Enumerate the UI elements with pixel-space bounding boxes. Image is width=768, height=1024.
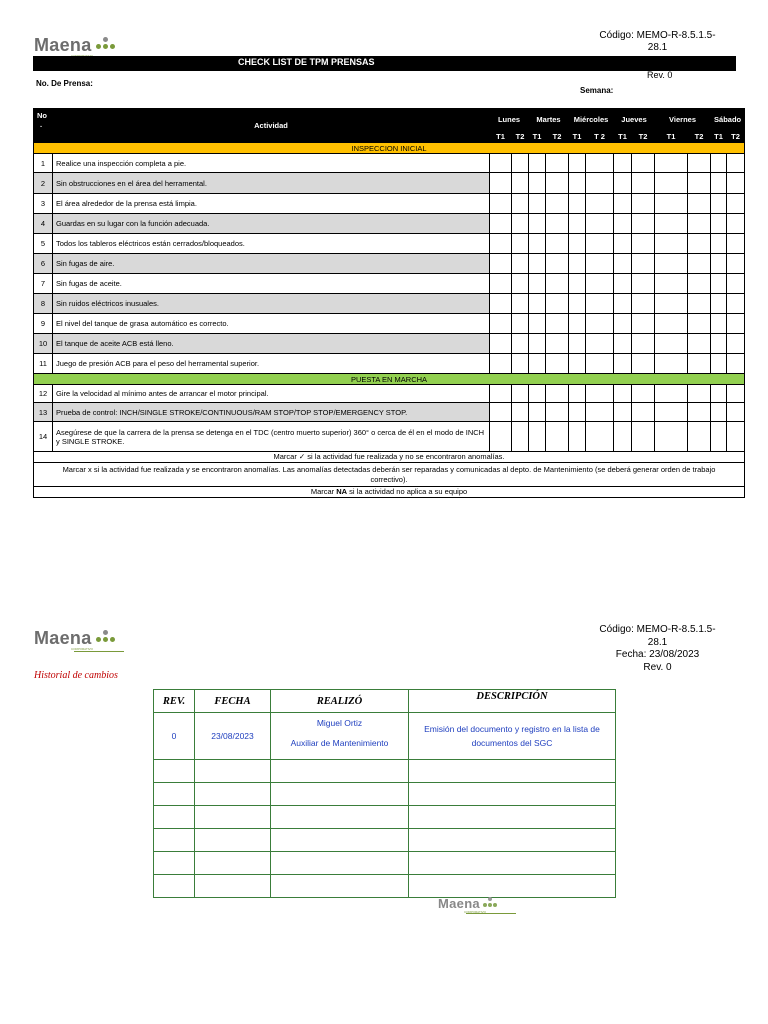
activity-row: [34, 385, 745, 403]
check-cell[interactable]: [655, 314, 688, 334]
check-cell[interactable]: [688, 385, 711, 403]
check-cell[interactable]: [490, 214, 512, 234]
check-cell[interactable]: [655, 254, 688, 274]
check-cell[interactable]: [490, 173, 512, 194]
activity-row: [34, 354, 745, 374]
activity-text: Asegúrese de que la carrera de la prensa se detenga en el TDC (centro muerto superior) 360° o cerca de él en el modo de INCH y SINGLE STROKE.: [53, 422, 490, 452]
check-cell[interactable]: [655, 354, 688, 374]
check-cell[interactable]: [688, 154, 711, 173]
check-cell[interactable]: [490, 385, 512, 403]
check-cell[interactable]: [529, 334, 546, 354]
activity-text: Juego de presión ACB para el peso del herramental superior.: [53, 354, 490, 374]
check-cell[interactable]: [632, 334, 655, 354]
check-cell[interactable]: [586, 254, 614, 274]
check-cell[interactable]: [632, 403, 655, 422]
check-cell[interactable]: [529, 214, 546, 234]
col-actividad-header: Actividad: [53, 109, 490, 143]
check-cell[interactable]: [512, 334, 529, 354]
check-cell[interactable]: [546, 385, 569, 403]
check-cell[interactable]: [569, 234, 586, 254]
check-cell[interactable]: [512, 234, 529, 254]
activity-number: 7: [34, 274, 53, 294]
check-cell[interactable]: [655, 385, 688, 403]
check-cell[interactable]: [586, 154, 614, 173]
revision: Rev. 0: [647, 70, 673, 80]
tpm-checklist-table: [33, 108, 745, 498]
check-cell[interactable]: [688, 403, 711, 422]
maena-logo: [34, 35, 117, 56]
codigo-line2: 28.1: [647, 42, 668, 53]
check-cell[interactable]: [512, 314, 529, 334]
activity-number: 14: [34, 422, 53, 452]
activity-number: 1: [34, 154, 53, 173]
check-cell[interactable]: [727, 194, 745, 214]
shift-header: T2: [546, 130, 569, 143]
activity-number: 4: [34, 214, 53, 234]
check-cell[interactable]: [569, 214, 586, 234]
check-cell[interactable]: [512, 173, 529, 194]
check-cell[interactable]: [727, 422, 745, 452]
check-cell[interactable]: [727, 294, 745, 314]
check-cell[interactable]: [529, 154, 546, 173]
activity-number: 8: [34, 294, 53, 314]
check-cell[interactable]: [529, 354, 546, 374]
check-cell[interactable]: [655, 194, 688, 214]
check-cell[interactable]: [490, 194, 512, 214]
check-cell[interactable]: [632, 354, 655, 374]
check-cell[interactable]: [614, 334, 632, 354]
check-cell[interactable]: [586, 294, 614, 314]
check-cell[interactable]: [529, 274, 546, 294]
check-cell[interactable]: [569, 173, 586, 194]
legend-na: Marcar NA si la actividad no aplica a su equipo: [34, 487, 745, 498]
check-cell[interactable]: [529, 314, 546, 334]
activity-text: Guardas en su lugar con la función adecuada.: [53, 214, 490, 234]
check-cell[interactable]: [655, 173, 688, 194]
check-cell[interactable]: [727, 403, 745, 422]
activity-number: 5: [34, 234, 53, 254]
check-cell[interactable]: [512, 385, 529, 403]
shift-header: T1: [655, 130, 688, 143]
check-cell[interactable]: [490, 294, 512, 314]
hist-header-fecha: FECHA: [195, 690, 271, 713]
check-cell[interactable]: [727, 214, 745, 234]
check-cell[interactable]: [512, 154, 529, 173]
activity-number: 9: [34, 314, 53, 334]
check-cell[interactable]: [711, 274, 727, 294]
check-cell[interactable]: [711, 173, 727, 194]
check-cell[interactable]: [529, 234, 546, 254]
check-cell[interactable]: [529, 385, 546, 403]
check-cell[interactable]: [614, 385, 632, 403]
check-cell[interactable]: [614, 173, 632, 194]
check-cell[interactable]: [490, 354, 512, 374]
check-cell[interactable]: [586, 234, 614, 254]
check-cell[interactable]: [688, 214, 711, 234]
check-cell[interactable]: [655, 334, 688, 354]
section-puesta-en-marcha: PUESTA EN MARCHA: [34, 374, 745, 385]
check-cell[interactable]: [711, 154, 727, 173]
activity-row: [34, 422, 745, 452]
check-cell[interactable]: [711, 234, 727, 254]
check-cell[interactable]: [655, 214, 688, 234]
logo-text: Maena: [34, 35, 92, 55]
check-cell[interactable]: [688, 274, 711, 294]
activity-text: Gire la velocidad al mínimo antes de arrancar el motor principal.: [53, 385, 490, 403]
check-cell[interactable]: [632, 422, 655, 452]
check-cell[interactable]: [711, 385, 727, 403]
check-cell[interactable]: [546, 274, 569, 294]
check-cell[interactable]: [655, 274, 688, 294]
activity-row: [34, 234, 745, 254]
logo-dots-icon: [95, 630, 117, 644]
check-cell[interactable]: [688, 334, 711, 354]
check-cell[interactable]: [546, 214, 569, 234]
check-cell[interactable]: [586, 173, 614, 194]
check-cell[interactable]: [632, 154, 655, 173]
hist-header-realizo: REALIZÓ: [271, 690, 409, 713]
check-cell[interactable]: [490, 234, 512, 254]
logo-text: Maena: [438, 896, 480, 911]
check-cell[interactable]: [546, 422, 569, 452]
check-cell[interactable]: [512, 422, 529, 452]
check-cell[interactable]: [727, 254, 745, 274]
activity-text: El área alrededor de la prensa está limpia.: [53, 194, 490, 214]
check-cell[interactable]: [688, 254, 711, 274]
check-cell[interactable]: [569, 294, 586, 314]
check-cell[interactable]: [490, 274, 512, 294]
check-cell[interactable]: [512, 254, 529, 274]
activity-number: 10: [34, 334, 53, 354]
check-cell[interactable]: [490, 422, 512, 452]
legend-check: Marcar ✓ si la actividad fue realizada y no se encontraron anomalías.: [34, 452, 745, 463]
section-inspeccion-inicial: INSPECCION INICIAL: [34, 143, 745, 154]
check-cell[interactable]: [614, 422, 632, 452]
check-cell[interactable]: [586, 403, 614, 422]
check-cell[interactable]: [727, 274, 745, 294]
check-cell[interactable]: [569, 422, 586, 452]
check-cell[interactable]: [632, 173, 655, 194]
check-cell[interactable]: [512, 354, 529, 374]
check-cell[interactable]: [512, 403, 529, 422]
check-cell[interactable]: [688, 173, 711, 194]
activity-text: Sin fugas de aceite.: [53, 274, 490, 294]
check-cell[interactable]: [688, 354, 711, 374]
check-cell[interactable]: [632, 294, 655, 314]
check-cell[interactable]: [614, 194, 632, 214]
check-cell[interactable]: [632, 194, 655, 214]
checklist-title-bar: [33, 56, 736, 71]
day-miercoles: Miércoles: [569, 109, 614, 130]
check-cell[interactable]: [512, 274, 529, 294]
codigo-line1: Código: MEMO-R-8.5.1.5-: [599, 624, 716, 635]
check-cell[interactable]: [569, 274, 586, 294]
day-jueves: Jueves: [614, 109, 655, 130]
col-no-header: No .: [34, 109, 53, 143]
check-cell[interactable]: [569, 403, 586, 422]
check-cell[interactable]: [546, 194, 569, 214]
check-cell[interactable]: [529, 254, 546, 274]
check-cell[interactable]: [586, 214, 614, 234]
check-cell[interactable]: [546, 154, 569, 173]
check-cell[interactable]: [727, 334, 745, 354]
check-cell[interactable]: [614, 154, 632, 173]
hist-header-rev: REV.: [154, 690, 195, 713]
check-cell[interactable]: [569, 254, 586, 274]
activity-row: [34, 314, 745, 334]
prensa-label: No. De Prensa:: [36, 79, 93, 88]
document-code: [590, 30, 725, 54]
check-cell[interactable]: [711, 214, 727, 234]
hist-rev: 0: [154, 713, 195, 760]
shift-header: T1: [569, 130, 586, 143]
check-cell[interactable]: [546, 254, 569, 274]
check-cell[interactable]: [614, 274, 632, 294]
check-cell[interactable]: [546, 403, 569, 422]
check-cell[interactable]: [711, 294, 727, 314]
logo-text: Maena: [34, 628, 92, 648]
activity-number: 13: [34, 403, 53, 422]
check-cell[interactable]: [569, 194, 586, 214]
check-cell[interactable]: [688, 194, 711, 214]
check-cell[interactable]: [586, 385, 614, 403]
check-cell[interactable]: [711, 334, 727, 354]
check-cell[interactable]: [614, 214, 632, 234]
activity-number: 2: [34, 173, 53, 194]
check-cell[interactable]: [688, 422, 711, 452]
shift-header: T1: [614, 130, 632, 143]
check-cell[interactable]: [586, 274, 614, 294]
activity-text: Realice una inspección completa a pie.: [53, 154, 490, 173]
check-cell[interactable]: [614, 354, 632, 374]
check-cell[interactable]: [614, 294, 632, 314]
check-cell[interactable]: [569, 385, 586, 403]
check-cell[interactable]: [655, 294, 688, 314]
shift-header: T1: [711, 130, 727, 143]
check-cell[interactable]: [586, 422, 614, 452]
check-cell[interactable]: [569, 334, 586, 354]
check-cell[interactable]: [614, 254, 632, 274]
check-cell[interactable]: [546, 354, 569, 374]
check-cell[interactable]: [546, 314, 569, 334]
check-cell[interactable]: [632, 234, 655, 254]
activity-row: [34, 274, 745, 294]
shift-header: T1: [490, 130, 512, 143]
check-cell[interactable]: [655, 234, 688, 254]
check-cell[interactable]: [529, 403, 546, 422]
codigo-line1: Código: MEMO-R-8.5.1.5-: [599, 30, 716, 41]
shift-header: T2: [632, 130, 655, 143]
check-cell[interactable]: [711, 354, 727, 374]
check-cell[interactable]: [655, 403, 688, 422]
activity-text: El tanque de aceite ACB está lleno.: [53, 334, 490, 354]
day-martes: Martes: [529, 109, 569, 130]
check-cell[interactable]: [727, 154, 745, 173]
shift-header: T2: [512, 130, 529, 143]
check-cell[interactable]: [529, 294, 546, 314]
hist-header-descripcion: DESCRIPCIÓN: [409, 690, 616, 713]
hist-realizo: Miguel Ortiz Auxiliar de Mantenimiento: [271, 713, 409, 760]
check-cell[interactable]: [546, 294, 569, 314]
activity-row: [34, 254, 745, 274]
day-lunes: Lunes: [490, 109, 529, 130]
check-cell[interactable]: [512, 194, 529, 214]
check-cell[interactable]: [711, 422, 727, 452]
document-code-page2: [590, 624, 725, 674]
check-cell[interactable]: [727, 234, 745, 254]
check-cell[interactable]: [711, 314, 727, 334]
activity-row: [34, 294, 745, 314]
check-cell[interactable]: [546, 173, 569, 194]
historial-table: [153, 689, 616, 898]
check-cell[interactable]: [490, 403, 512, 422]
check-cell[interactable]: [727, 173, 745, 194]
check-cell[interactable]: [711, 254, 727, 274]
legend-cross: Marcar x si la actividad fue realizada y se encontraron anomalías. Las anomalías detectadas deberán ser reparadas y comunicadas al depto. de Mantenimiento (se deberá generar orden de trabajo correctivo).: [34, 463, 745, 487]
check-cell[interactable]: [632, 385, 655, 403]
check-cell[interactable]: [632, 254, 655, 274]
check-cell[interactable]: [614, 403, 632, 422]
check-cell[interactable]: [632, 274, 655, 294]
check-cell[interactable]: [569, 314, 586, 334]
activity-row: [34, 334, 745, 354]
activity-row: [34, 214, 745, 234]
maena-logo: [34, 628, 117, 649]
shift-header: T2: [727, 130, 745, 143]
check-cell[interactable]: [688, 294, 711, 314]
check-cell[interactable]: [546, 334, 569, 354]
check-cell[interactable]: [586, 314, 614, 334]
check-cell[interactable]: [655, 422, 688, 452]
activity-row: [34, 154, 745, 173]
check-cell[interactable]: [614, 314, 632, 334]
activity-text: Sin obstrucciones en el área del herramental.: [53, 173, 490, 194]
check-cell[interactable]: [632, 314, 655, 334]
check-cell[interactable]: [512, 214, 529, 234]
check-cell[interactable]: [490, 154, 512, 173]
day-viernes: Viernes: [655, 109, 711, 130]
check-cell[interactable]: [586, 334, 614, 354]
check-cell[interactable]: [727, 385, 745, 403]
check-cell[interactable]: [490, 334, 512, 354]
checklist-title: CHECK LIST DE TPM PRENSAS: [238, 57, 375, 67]
check-cell[interactable]: [688, 314, 711, 334]
shift-header: T1: [529, 130, 546, 143]
activity-row: [34, 194, 745, 214]
day-sabado: Sábado: [711, 109, 745, 130]
check-cell[interactable]: [632, 214, 655, 234]
logo-subtitle: CORPORATIVO: [464, 910, 486, 914]
logo-dots-icon: [95, 37, 117, 51]
maena-footer-logo: [438, 896, 500, 914]
check-cell[interactable]: [586, 194, 614, 214]
activity-number: 3: [34, 194, 53, 214]
codigo-line2: 28.1: [647, 636, 668, 648]
check-cell[interactable]: [727, 354, 745, 374]
check-cell[interactable]: [569, 154, 586, 173]
shift-header: T 2: [586, 130, 614, 143]
activity-row: [34, 403, 745, 422]
check-cell[interactable]: [512, 294, 529, 314]
check-cell[interactable]: [490, 254, 512, 274]
activity-text: Prueba de control: INCH/SINGLE STROKE/CONTINUOUS/RAM STOP/TOP STOP/EMERGENCY STOP.: [53, 403, 490, 422]
check-cell[interactable]: [529, 422, 546, 452]
logo-dots-icon: [482, 897, 500, 909]
activity-number: 6: [34, 254, 53, 274]
historial-title: Historial de cambios: [34, 670, 118, 681]
check-cell[interactable]: [529, 173, 546, 194]
check-cell[interactable]: [727, 314, 745, 334]
check-cell[interactable]: [711, 194, 727, 214]
check-cell[interactable]: [614, 234, 632, 254]
revision: Rev. 0: [643, 661, 672, 673]
logo-underline: [74, 651, 124, 652]
activity-text: El nivel del tanque de grasa automático es correcto.: [53, 314, 490, 334]
hist-fecha: 23/08/2023: [195, 713, 271, 760]
activity-text: Todos los tableros eléctricos están cerrados/bloqueados.: [53, 234, 490, 254]
check-cell[interactable]: [569, 354, 586, 374]
activity-number: 12: [34, 385, 53, 403]
check-cell[interactable]: [711, 403, 727, 422]
check-cell[interactable]: [688, 234, 711, 254]
check-cell[interactable]: [586, 354, 614, 374]
activity-text: Sin fugas de aire.: [53, 254, 490, 274]
shift-header: T2: [688, 130, 711, 143]
semana-label: Semana:: [580, 86, 614, 95]
activity-row: [34, 173, 745, 194]
logo-subtitle: CORPORATIVO: [71, 647, 93, 651]
activity-text: Sin ruidos eléctricos inusuales.: [53, 294, 490, 314]
activity-number: 11: [34, 354, 53, 374]
check-cell[interactable]: [655, 154, 688, 173]
check-cell[interactable]: [529, 194, 546, 214]
check-cell[interactable]: [546, 234, 569, 254]
fecha: Fecha: 23/08/2023: [615, 649, 700, 660]
hist-descripcion: Emisión del documento y registro en la lista de documentos del SGC: [409, 713, 616, 760]
check-cell[interactable]: [490, 314, 512, 334]
